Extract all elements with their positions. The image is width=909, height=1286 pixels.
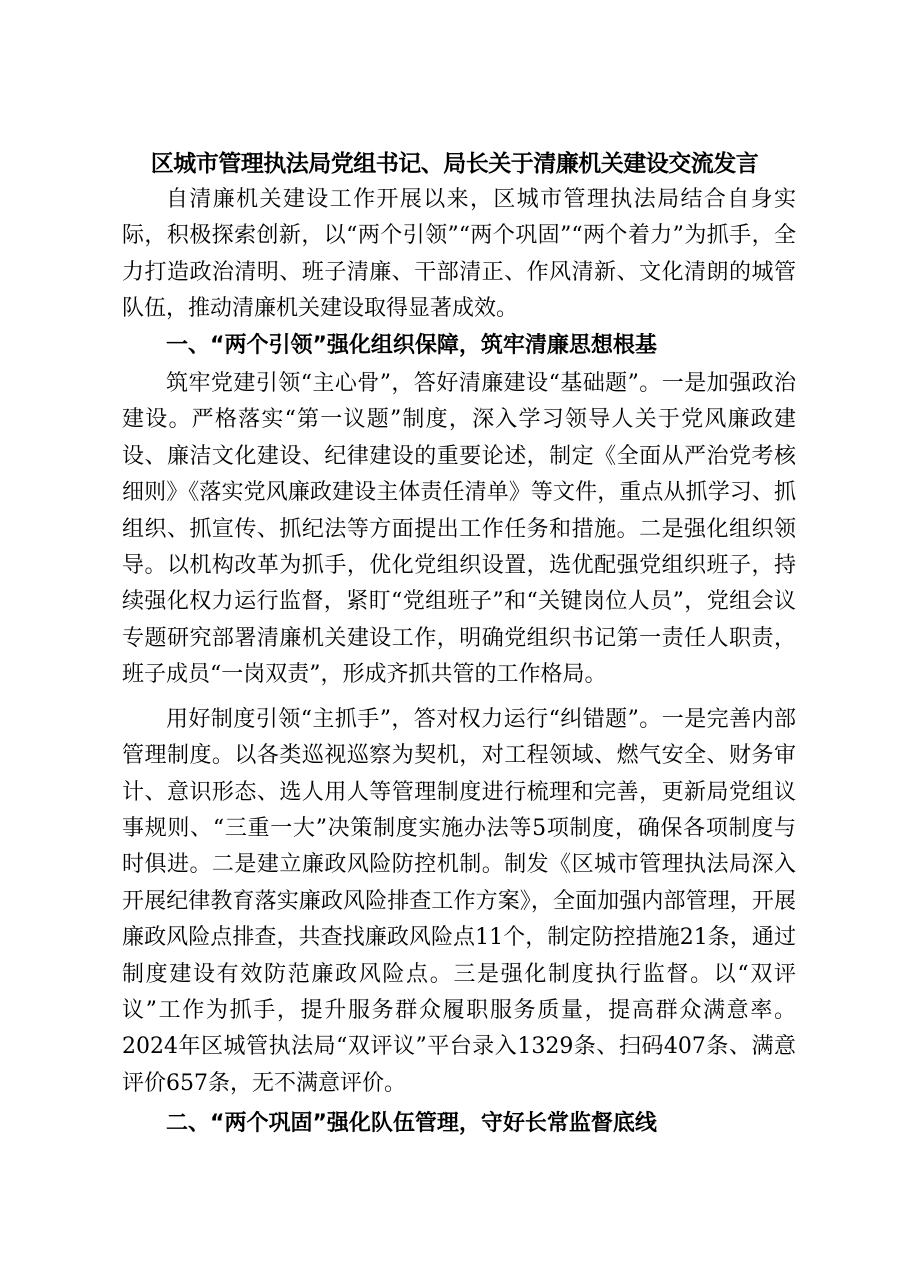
section-1-paragraph-2: 用好制度引领“主抓手”，答对权力运行“纠错题”。一是完善内部管理制度。以各类巡视巡察为契机，对工程领域、燃气安全、财务审计、意识形态、选人用人等管理制度进行梳理和完善，更新局党组议事规则、“三重一大”决策制度实施办法等5项制度，确保各项制度与时俱进。二是建立廉政风险防控机制。制发《区城市管理执法局深入开展纪律教育落实廉政风险排查工作方案》，全面加强内部管理，开展廉政风险点排查，共查找廉政风险点11个，制定防控措施21条，通过制度建设有效防范廉政风险点。三是强化制度执行监督。以“双评议”工作为抓手，提升服务群众履职服务质量，提高群众满意率。2024年区城管执法局“双评议”平台录入1329条、扫码407条、满意评价657条，无不满意评价。: [122, 706, 796, 1096]
intro-paragraph: 自清廉机关建设工作开展以来，区城市管理执法局结合自身实际，积极探索创新，以“两个引领”“两个巩固”“两个着力”为抓手，全力打造政治清明、班子清廉、干部清正、作风清新、文化清朗的城管队伍，推动清廉机关建设取得显著成效。: [122, 187, 796, 322]
section-1-heading: 一、“两个引领”强化组织保障，筑牢清廉思想根基: [166, 332, 657, 358]
document-body: [122, 182, 796, 1143]
section-2-heading: 二、“两个巩固”强化队伍管理，守好长常监督底线: [166, 1111, 657, 1137]
section-1-paragraph-1: 筑牢党建引领“主心骨”，答好清廉建设“基础题”。一是加强政治建设。严格落实“第一议题”制度，深入学习领导人关于党风廉政建设、廉洁文化建设、纪律建设的重要论述，制定《全面从严治党考核细则》《落实党风廉政建设主体责任清单》等文件，重点从抓学习、抓组织、抓宣传、抓纪法等方面提出工作任务和措施。二是强化组织领导。以机构改革为抓手，优化党组织设置，选优配强党组织班子，持续强化权力运行监督，紧盯“党组班子”和“关键岗位人员”，党组会议专题研究部署清廉机关建设工作，明确党组织书记第一责任人职责，班子成员“一岗双责”，形成齐抓共管的工作格局。: [122, 371, 796, 688]
document-title: 区城市管理执法局党组书记、局长关于清廉机关建设交流发言: [150, 150, 759, 177]
